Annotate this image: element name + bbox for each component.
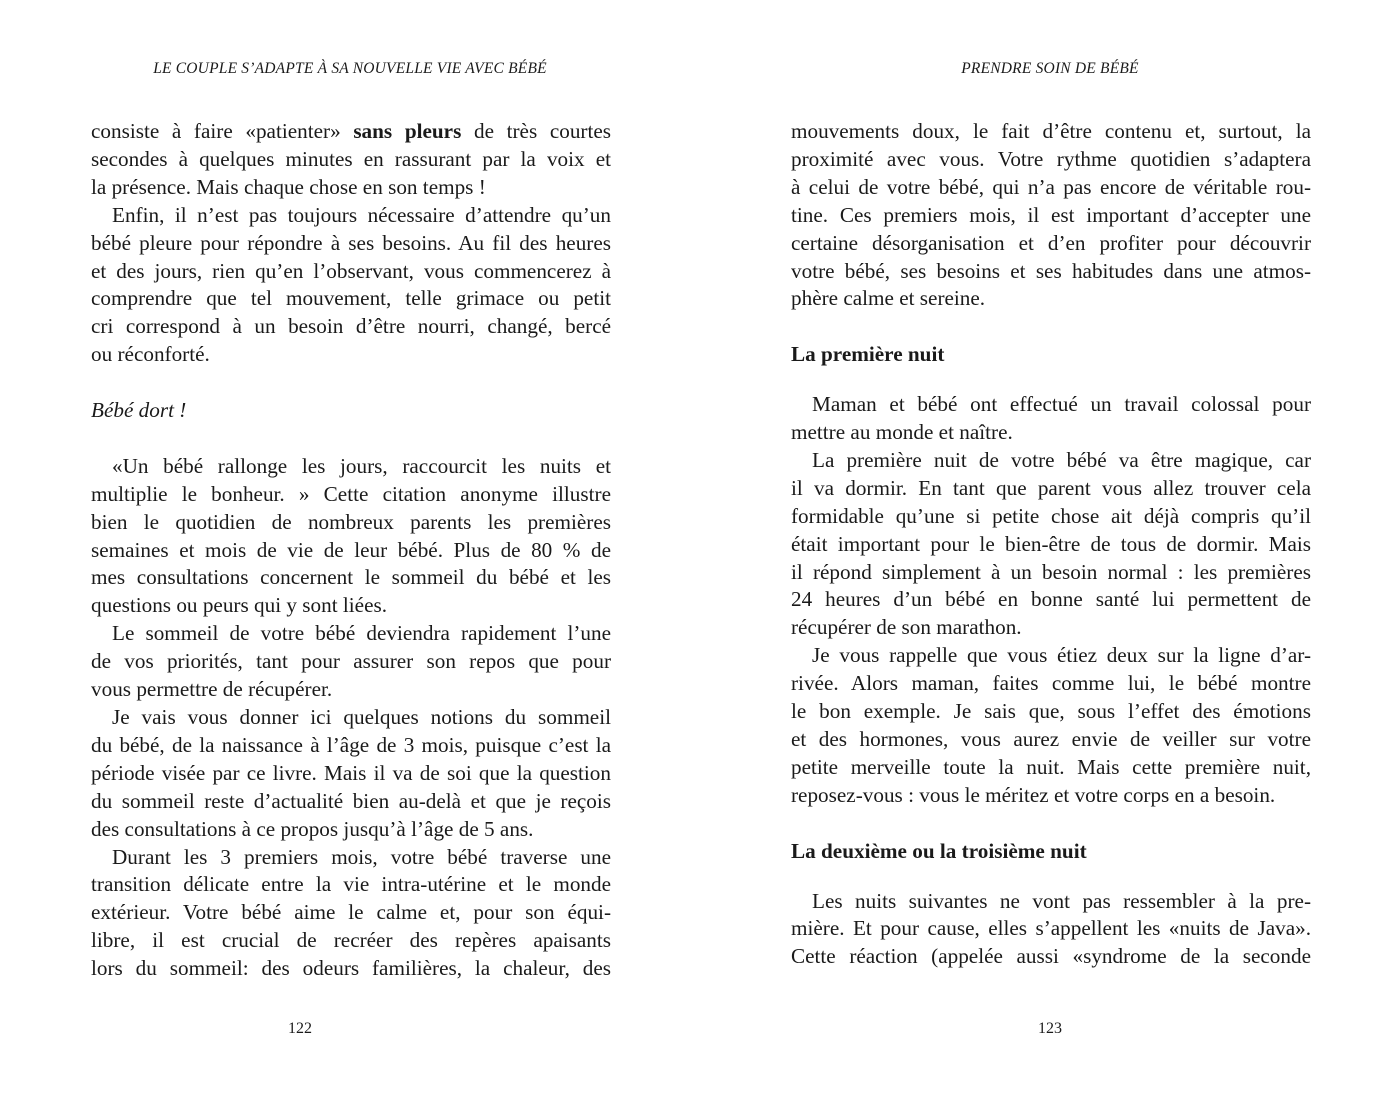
spacer bbox=[791, 369, 1311, 391]
right-text-block bbox=[791, 118, 1311, 971]
text-line: ou réconforté. bbox=[91, 342, 210, 367]
paragraph bbox=[91, 202, 611, 369]
text-line: phère calme et sereine. bbox=[791, 286, 986, 311]
paragraph bbox=[91, 704, 611, 844]
text-line: lors du sommeil: des odeurs familières, la chaleur, des bbox=[91, 956, 611, 981]
text-line: récupérer de son marathon. bbox=[791, 615, 1022, 640]
text-line: Durant les 3 premiers mois, votre bébé traverse une bbox=[112, 844, 611, 869]
text-line: et des hormones, vous aurez envie de veiller sur votre bbox=[791, 727, 1311, 751]
section-heading: Bébé dort ! bbox=[91, 398, 187, 423]
text-line: secondes à quelques minutes en rassurant par la voix et bbox=[91, 146, 611, 171]
left-text-block bbox=[91, 118, 611, 983]
text-line: période visée par ce livre. Mais il va de soi que la question bbox=[91, 760, 611, 785]
paragraph bbox=[91, 118, 611, 202]
text-line: Cette réaction (appelée aussi «syndrome de la seconde bbox=[791, 944, 1311, 969]
text-line: La première nuit de votre bébé va être magique, car bbox=[812, 447, 1311, 472]
text-line: formidable qu’une si petite chose ait déjà compris qu’il bbox=[791, 503, 1311, 528]
page-number-right: 123 bbox=[1038, 1020, 1062, 1037]
text-line: mettre au monde et naître. bbox=[791, 420, 1013, 445]
text-line: Enfin, il n’est pas toujours nécessaire d’attendre qu’un bbox=[112, 202, 611, 227]
text-line: rivée. Alors maman, faites comme lui, le bébé montre bbox=[791, 671, 1311, 696]
page-number-left: 122 bbox=[288, 1020, 312, 1037]
text-line: vous permettre de récupérer. bbox=[91, 677, 333, 702]
text-line: extérieur. Votre bébé aime le calme et, pour son équi- bbox=[91, 900, 611, 925]
text-line: comprendre que tel mouvement, telle grimace ou petit bbox=[91, 286, 611, 311]
text-line: des consultations à ce propos jusqu’à l’âge de 5 ans. bbox=[91, 816, 534, 841]
text-line: «Un bébé rallonge les jours, raccourcit les nuits et bbox=[112, 453, 611, 478]
text-line: Je vous rappelle que vous étiez deux sur la ligne d’ar- bbox=[812, 643, 1311, 668]
right-page bbox=[700, 0, 1400, 1115]
text-line: la présence. Mais chaque chose en son temps ! bbox=[91, 174, 486, 199]
text-line: transition délicate entre la vie intra-utérine et le monde bbox=[91, 872, 611, 897]
text-line: à celui de votre bébé, qui n’a pas encore de véritable rou- bbox=[791, 174, 1311, 199]
spacer bbox=[791, 810, 1311, 838]
running-head-right: PRENDRE SOIN DE BÉBÉ bbox=[961, 60, 1139, 77]
text-line: il va dormir. En tant que parent vous allez trouver cela bbox=[791, 475, 1311, 500]
spacer bbox=[91, 425, 611, 453]
text-line: était important pour le bien-être de tous de dormir. Mais bbox=[791, 531, 1311, 556]
text-line: proximité avec vous. Votre rythme quotidien s’adaptera bbox=[791, 146, 1311, 171]
text-line: certaine désorganisation et d’en profiter pour découvrir bbox=[791, 230, 1311, 255]
text-line: le bon exemple. Je sais que, sous l’effet des émotions bbox=[791, 699, 1311, 724]
section-heading: La première nuit bbox=[791, 342, 945, 367]
paragraph bbox=[91, 844, 611, 984]
text-line: mouvements doux, le fait d’être contenu et, surtout, la bbox=[791, 119, 1311, 143]
paragraph bbox=[791, 391, 1311, 447]
text-line: consiste à faire «patienter» sans pleurs de très courtes bbox=[91, 119, 612, 143]
text-line: bébé pleure pour répondre à ses besoins. Au fil des heures bbox=[91, 230, 611, 255]
text-line: libre, il est crucial de recréer des repères apaisants bbox=[91, 928, 611, 953]
text-line: 24 heures d’un bébé en bonne santé lui permettent de bbox=[791, 587, 1311, 612]
text-line: multiplie le bonheur. » Cette citation anonyme illustre bbox=[91, 481, 611, 506]
text-line: de vos priorités, tant pour assurer son repos que pour bbox=[91, 649, 611, 674]
running-head-left: LE COUPLE S’ADAPTE À SA NOUVELLE VIE AVEC BÉBÉ bbox=[153, 60, 547, 77]
text-line: questions ou peurs qui y sont liées. bbox=[91, 593, 388, 618]
text-line: et des jours, rien qu’en l’observant, vous commencerez à bbox=[91, 258, 611, 283]
spacer bbox=[791, 313, 1311, 341]
paragraph bbox=[91, 453, 611, 620]
text-line: il répond simplement à un besoin normal : les premières bbox=[791, 559, 1311, 584]
text-line: cri correspond à un besoin d’être nourri, changé, bercé bbox=[91, 314, 611, 339]
text-line: petite merveille toute la nuit. Mais cette première nuit, bbox=[791, 754, 1311, 779]
text-line: Les nuits suivantes ne vont pas ressembler à la pre- bbox=[812, 888, 1311, 913]
section-heading: La deuxième ou la troisième nuit bbox=[791, 838, 1087, 863]
text-line: reposez-vous : vous le méritez et votre corps en a besoin. bbox=[791, 782, 1276, 807]
emphasis-bold: sans pleurs bbox=[353, 119, 462, 143]
text-line: mes consultations concernent le sommeil du bébé et les bbox=[91, 565, 611, 590]
paragraph bbox=[791, 447, 1311, 642]
paragraph bbox=[91, 620, 611, 704]
text-line: votre bébé, ses besoins et ses habitudes dans une atmos- bbox=[791, 258, 1311, 283]
text-line: Le sommeil de votre bébé deviendra rapidement l’une bbox=[112, 621, 611, 646]
text-line: Maman et bébé ont effectué un travail colossal pour bbox=[812, 392, 1311, 417]
paragraph bbox=[791, 888, 1311, 972]
text-line: bien le quotidien de nombreux parents les premières bbox=[91, 509, 611, 534]
spacer bbox=[91, 369, 611, 397]
text-line: semaines et mois de vie de leur bébé. Plus de 80 % de bbox=[91, 537, 611, 562]
text-line: du sommeil reste d’actualité bien au-delà et que je reçois bbox=[91, 788, 611, 813]
text-line: mière. Et pour cause, elles s’appellent les «nuits de Java». bbox=[791, 916, 1311, 941]
paragraph bbox=[791, 642, 1311, 809]
spacer bbox=[791, 866, 1311, 888]
text-line: Je vais vous donner ici quelques notions du sommeil bbox=[112, 704, 611, 729]
paragraph bbox=[791, 118, 1311, 313]
text-line: du bébé, de la naissance à l’âge de 3 mois, puisque c’est la bbox=[91, 732, 611, 757]
text-line: tine. Ces premiers mois, il est important d’accepter une bbox=[791, 202, 1311, 227]
